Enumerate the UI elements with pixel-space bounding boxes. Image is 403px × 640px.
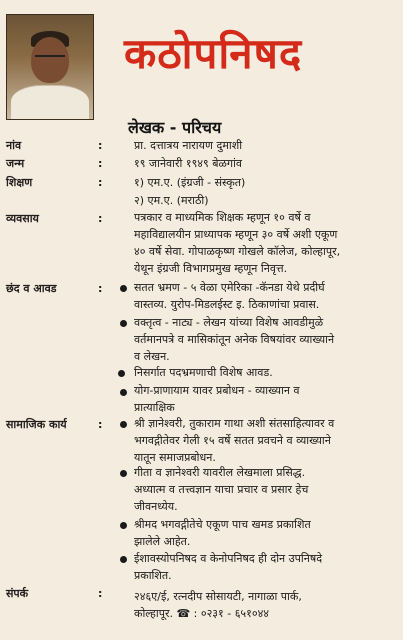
text-line: कोल्हापूर. ☎ : ०२३१ - ६५१०४४: [134, 607, 270, 620]
value-education-1: १) एम.ए. (इंग्रजी - संस्कृत): [134, 176, 246, 189]
text-line: वक्तृत्व - नाट्य - लेखन यांच्या विशेष आवडीमुळे: [134, 316, 324, 329]
text-line: सतत भ्रमण - ५ वेळा एमेरिका -कॅनडा येथे प्रदीर्घ: [134, 281, 325, 294]
bullet-icon: [120, 421, 127, 428]
text-line: योग-प्राणायाम यावर प्रबोधन - व्याख्यान व: [134, 384, 300, 397]
label-name: नांव: [6, 139, 22, 152]
text-line: महाविद्यालयीन प्राध्यापक म्हणून ३० वर्षे अशी एकूण: [134, 228, 338, 241]
text-line: श्री ज्ञानेश्वरी, तुकाराम गाथा अशी संतसाहित्यावर व: [134, 417, 335, 430]
text-line: प्रकाशित.: [134, 569, 172, 582]
bullet-icon: [120, 556, 127, 563]
text-line: श्रीमद भगवद्गीतेचे एकूण पाच खमड प्रकाशित: [134, 518, 311, 531]
bullet-icon: [118, 370, 125, 377]
text-line: गीता व ज्ञानेश्वरी यावरील लेखमाला प्रसिद्ध.: [134, 466, 306, 479]
bullet-icon: [120, 389, 127, 396]
hobby-item-4: [134, 382, 396, 416]
text-line: वास्तव्य. युरोप-मिडलईस्ट इ. ठिकाणांचा प्रवास.: [134, 298, 320, 311]
label-hobbies: छंद व आवड: [6, 282, 57, 295]
value-name: प्रा. दत्तात्रय नारायण दुमाशी: [134, 139, 243, 152]
value-contact: [134, 588, 396, 622]
author-photo: [6, 14, 94, 120]
social-item-1: [134, 415, 396, 466]
value-birth: १९ जानेवारी १९४९ बेळगांव: [134, 157, 243, 170]
hobby-item-3: [134, 364, 396, 381]
text-line: २४६ए/ई, रत्नदीप सोसायटी, नागाळा पार्क,: [134, 590, 302, 603]
social-item-2: [134, 464, 396, 515]
text-line: अध्यात्म व तत्त्वज्ञान याचा प्रचार व प्रसार हेच: [134, 483, 309, 496]
text-line: झालेले आहेत.: [134, 535, 191, 548]
section-title: लेखक - परिचय: [128, 118, 222, 137]
label-contact: संपर्क: [6, 587, 29, 600]
text-line: जीवनध्येय.: [134, 500, 178, 513]
text-line: निसर्गात पदभ्रमणाची विशेष आवड.: [134, 366, 273, 379]
colon: :: [98, 212, 103, 225]
text-line: येथून इंग्रजी विभागप्रमुख म्हणून निवृत्त.: [134, 262, 288, 275]
bullet-icon: [120, 285, 127, 292]
label-social: सामाजिक कार्य: [6, 418, 67, 431]
label-education: शिक्षण: [6, 176, 33, 189]
text-line: पत्रकार व माध्यमिक शिक्षक म्हणून १० वर्षे व: [134, 211, 311, 224]
colon: :: [98, 282, 103, 295]
colon: :: [98, 139, 103, 152]
colon: :: [98, 157, 103, 170]
text-line: यातून समाजप्रबोधन.: [134, 451, 216, 464]
colon: :: [98, 587, 103, 600]
bullet-icon: [120, 522, 127, 529]
text-line: वर्तमानपत्रे व मासिकांतून अनेक विषयांवर व्याख्याने: [134, 333, 335, 346]
bullet-icon: [120, 470, 127, 477]
social-item-3: [134, 516, 396, 550]
hobby-item-1: [134, 279, 396, 313]
value-profession: [134, 209, 396, 277]
text-line: प्रात्याक्षिक: [134, 401, 175, 414]
colon: :: [98, 418, 103, 431]
social-item-4: [134, 550, 396, 584]
colon: :: [98, 176, 103, 189]
text-line: भगवद्गीतेवर गेली १५ वर्षे सतत प्रवचने व व्याख्याने: [134, 434, 331, 447]
bullet-icon: [120, 320, 127, 327]
text-line: व लेखन.: [134, 350, 170, 363]
hobby-item-2: [134, 314, 396, 365]
text-line: ४० वर्षे सेवा. गोपाळकृष्ण गोखले कॉलेज, कोल्हापूर,: [134, 245, 341, 258]
label-birth: जन्म: [6, 157, 25, 170]
value-education-2: २) एम.ए. (मराठी): [134, 194, 209, 207]
book-title: कठोपनिषद: [124, 29, 303, 78]
text-line: ईशावस्योपनिषद व केनोपनिषद ही दोन उपनिषदे: [134, 552, 323, 565]
label-profession: व्यवसाय: [6, 212, 39, 225]
